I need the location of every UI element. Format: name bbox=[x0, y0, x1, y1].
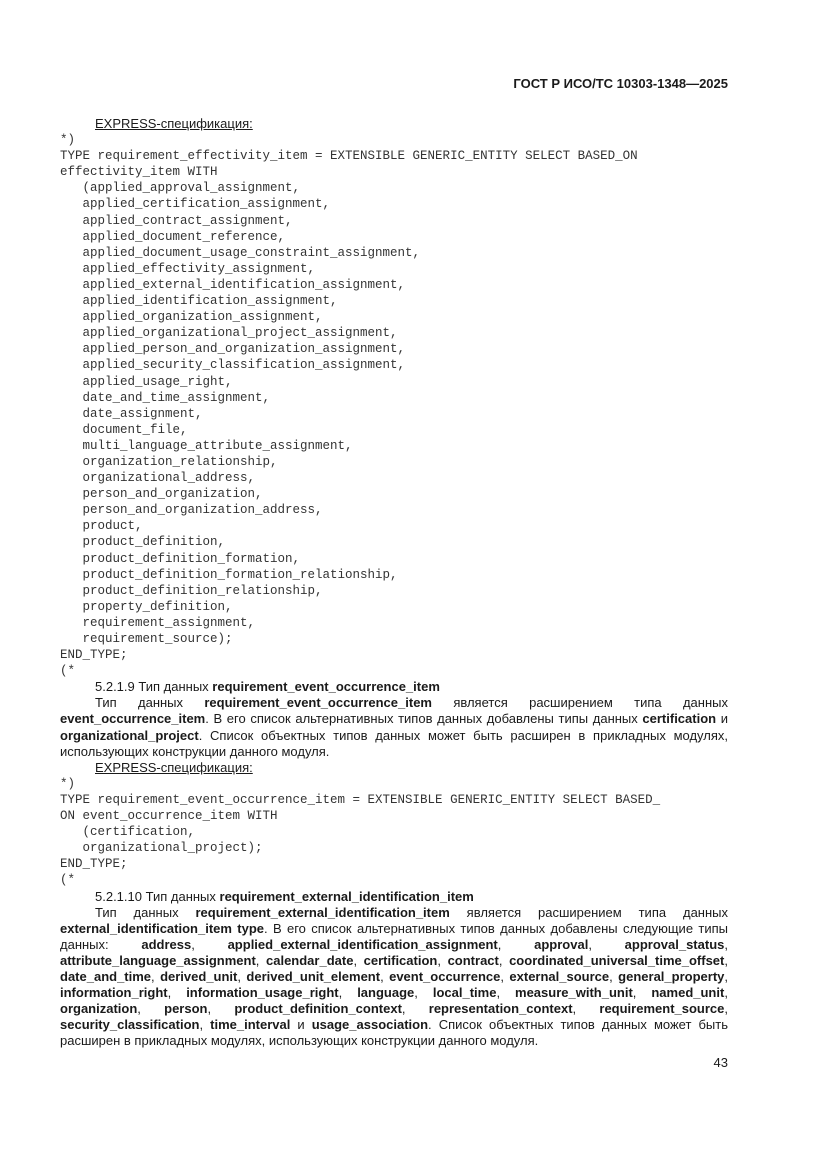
code-line: product_definition_formation_relationship, bbox=[60, 567, 398, 582]
code-line: (* bbox=[60, 664, 76, 679]
code-line: property_definition, bbox=[60, 599, 233, 614]
page-content bbox=[60, 116, 728, 1049]
code-line: organizational_project); bbox=[60, 841, 263, 856]
code-line: date_and_time_assignment, bbox=[60, 390, 271, 405]
code-line: date_assignment, bbox=[60, 406, 203, 421]
code-line: (certification, bbox=[60, 825, 196, 840]
code-line: TYPE requirement_event_occurrence_item = EXTENSIBLE GENERIC_ENTITY SELECT BASED_ bbox=[60, 792, 661, 807]
section-paragraph-5219: Тип данных requirement_event_occurrence_item является расширением типа данных event_occurrence_item. В его список альтернативных типов данных добавлены типы данных certification и organizational_project. Список объектных типов данных может быть расширен в прикладных модулях, использующих конструкции данного модуля. bbox=[60, 695, 728, 759]
code-line: requirement_assignment, bbox=[60, 615, 256, 630]
code-line: applied_identification_assignment, bbox=[60, 294, 338, 309]
code-line: applied_security_classification_assignment, bbox=[60, 358, 406, 373]
code-line: product_definition, bbox=[60, 535, 226, 550]
code-line: organizational_address, bbox=[60, 471, 256, 486]
code-line: effectivity_item WITH bbox=[60, 165, 218, 180]
code-line: applied_document_usage_constraint_assignment, bbox=[60, 245, 421, 260]
section-heading-5219: 5.2.1.9 Тип данных requirement_event_occurrence_item bbox=[95, 679, 440, 695]
express-label: EXPRESS-спецификация: bbox=[95, 116, 253, 131]
code-line: requirement_source); bbox=[60, 632, 233, 646]
code-block-effectivity bbox=[60, 132, 728, 679]
standard-header: ГОСТ Р ИСО/ТС 10303-1348—2025 bbox=[513, 76, 728, 91]
code-line: applied_organizational_project_assignment, bbox=[60, 326, 398, 341]
code-line: applied_certification_assignment, bbox=[60, 197, 331, 212]
code-line: organization_relationship, bbox=[60, 454, 278, 469]
code-line: applied_usage_right, bbox=[60, 374, 233, 389]
code-line: applied_effectivity_assignment, bbox=[60, 261, 316, 276]
code-line: ON event_occurrence_item WITH bbox=[60, 809, 278, 824]
code-line: applied_contract_assignment, bbox=[60, 213, 293, 228]
code-line: applied_person_and_organization_assignment, bbox=[60, 342, 406, 357]
section-heading-52110: 5.2.1.10 Тип данных requirement_external_identification_item bbox=[95, 888, 474, 904]
page-number: 43 bbox=[713, 1055, 728, 1070]
code-block-event-occurrence bbox=[60, 776, 728, 889]
code-line: person_and_organization, bbox=[60, 487, 263, 502]
code-line: document_file, bbox=[60, 422, 188, 437]
express-label: EXPRESS-спецификация: bbox=[95, 759, 253, 775]
code-line: (* bbox=[60, 873, 76, 888]
code-line: product, bbox=[60, 519, 143, 534]
code-line: person_and_organization_address, bbox=[60, 503, 323, 518]
code-line: product_definition_formation, bbox=[60, 551, 301, 566]
code-line: TYPE requirement_effectivity_item = EXTENSIBLE GENERIC_ENTITY SELECT BASED_ON bbox=[60, 149, 638, 164]
section-paragraph-52110: Тип данных requirement_external_identification_item является расширением типа данных external_identification_item type. В его список альтернативных типов данных добавлены следующие типы данных: address, applied_external_identification_assignment, approval, approval_status, attribute_language_assignment, calendar_date, certification, contract, coordinated_universal_time_offset, date_and_time, derived_unit, derived_unit_element, event_occurrence, external_source, general_property, information_right, information_usage_right, language, local_time, measure_with_unit, named_unit, organization, person, product_definition_context, representation_context, requirement_source, security_classification, time_interval и usage_association. Список объектных типов данных может быть расширен в прикладных модулях, использующих конструкции данного модуля. bbox=[60, 904, 729, 1049]
code-line: END_TYPE; bbox=[60, 648, 128, 663]
code-line: *) bbox=[60, 133, 76, 148]
code-line: applied_document_reference, bbox=[60, 229, 286, 244]
code-line: END_TYPE; bbox=[60, 857, 128, 872]
code-line: applied_external_identification_assignment, bbox=[60, 277, 406, 292]
code-line: *) bbox=[60, 776, 76, 791]
code-line: applied_organization_assignment, bbox=[60, 310, 323, 325]
code-line: (applied_approval_assignment, bbox=[60, 181, 301, 196]
code-line: product_definition_relationship, bbox=[60, 583, 323, 598]
code-line: multi_language_attribute_assignment, bbox=[60, 438, 353, 453]
